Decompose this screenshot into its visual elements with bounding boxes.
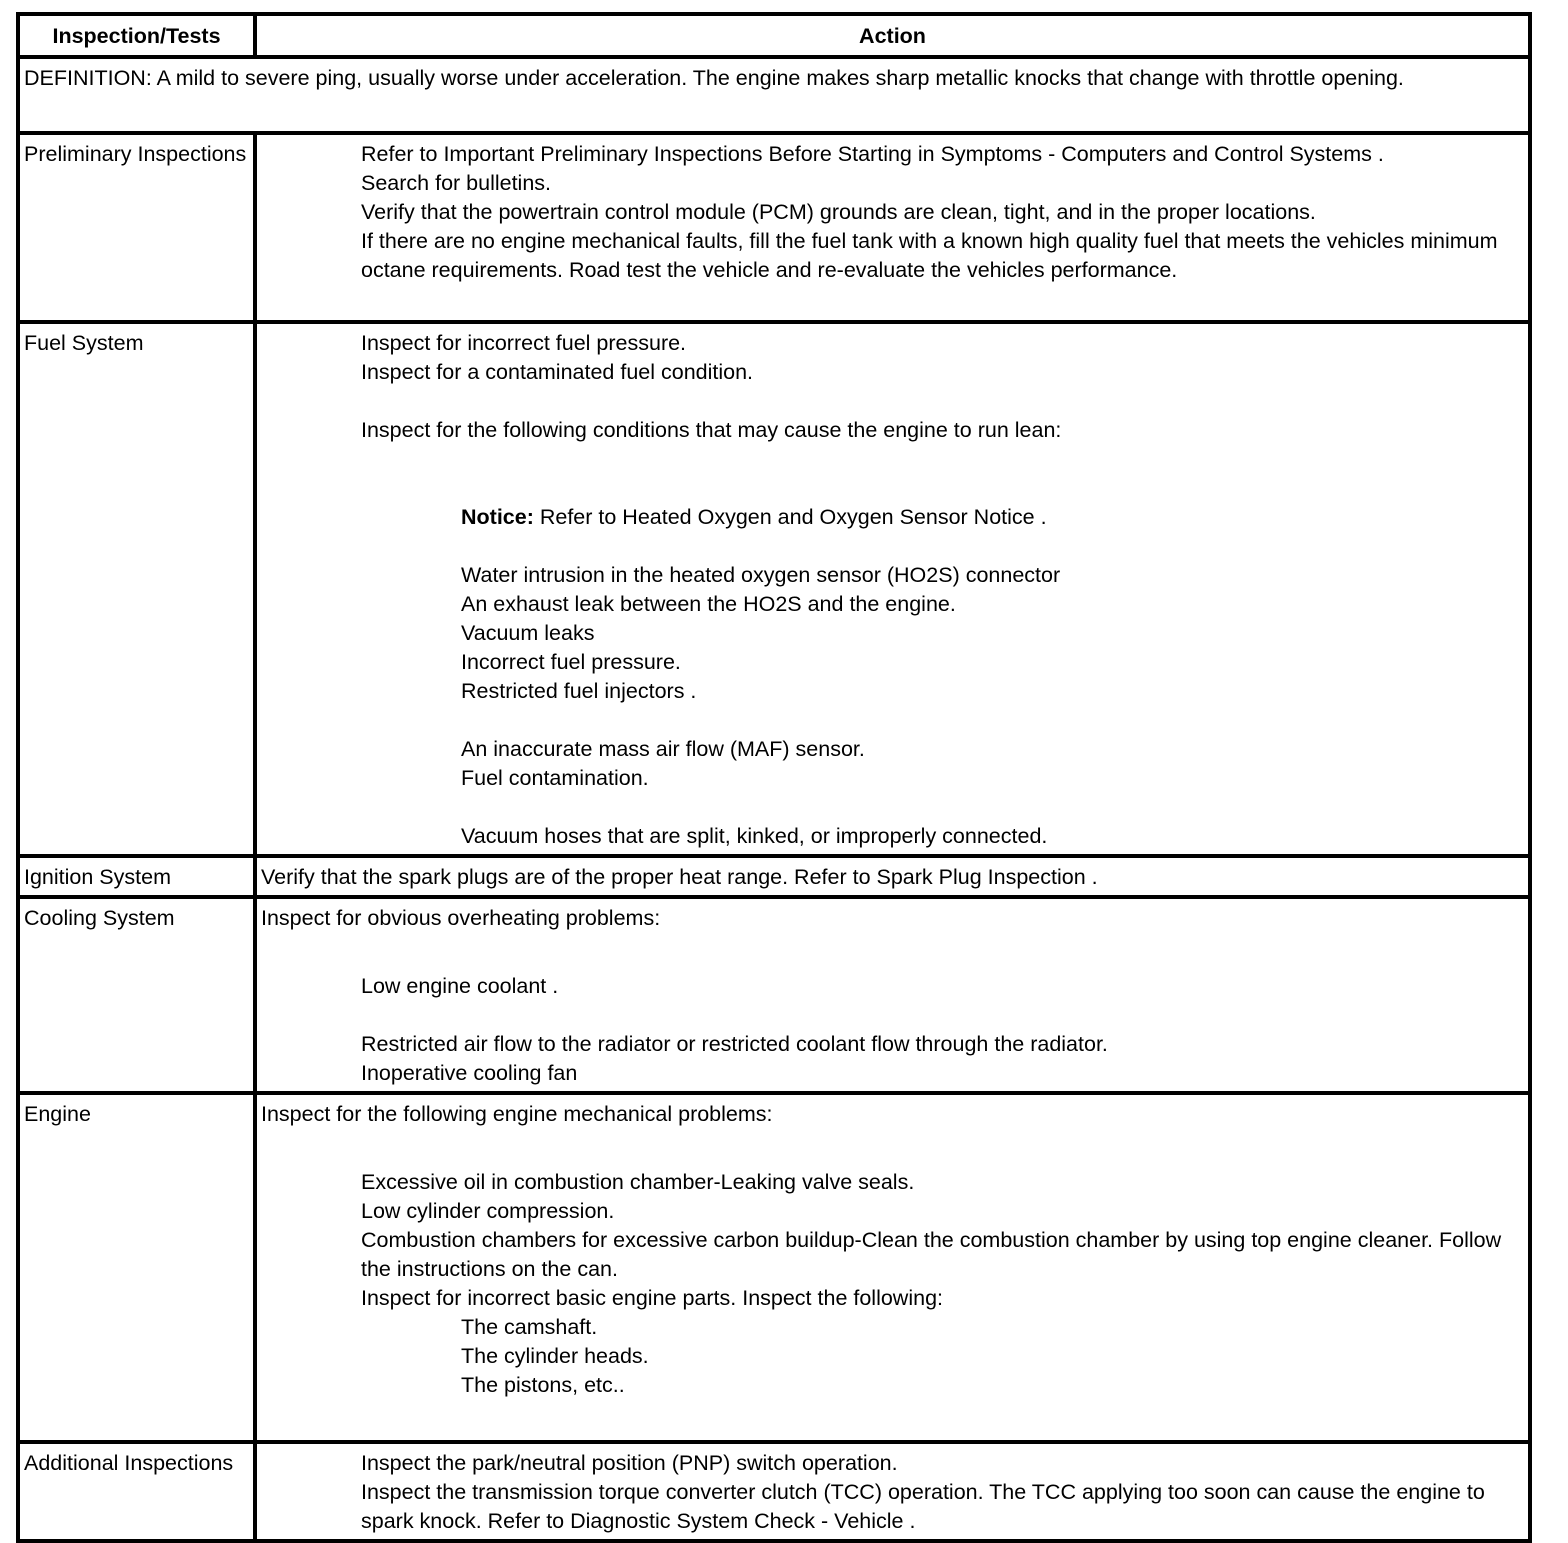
table-row-cooling <box>18 897 1530 1093</box>
list-item: Verify that the powertrain control module (PCM) grounds are clean, tight, and in the proper locations. <box>361 200 1316 224</box>
notice-label: Notice: <box>461 505 534 529</box>
definition-row <box>18 57 1530 133</box>
list-item: Combustion chambers for excessive carbon buildup-Clean the combustion chamber by using top engine cleaner. Follow the instructions on the can. <box>361 1228 1502 1281</box>
row-label-preliminary: Preliminary Inspections <box>18 133 255 322</box>
list-item: Inspect for the following conditions that may cause the engine to run lean: <box>361 418 1062 442</box>
list-item: Search for bulletins. <box>361 171 552 195</box>
list-item: Low engine coolant . <box>361 974 559 998</box>
sub-list-item: Vacuum leaks <box>461 621 595 645</box>
list-item: Low cylinder compression. <box>361 1199 615 1223</box>
sub-list-item: Water intrusion in the heated oxygen sensor (HO2S) connector <box>461 563 1061 587</box>
row-label-ignition: Ignition System <box>18 856 255 897</box>
sub-list-item: Incorrect fuel pressure. <box>461 650 681 674</box>
list-item: If there are no engine mechanical faults, fill the fuel tank with a known high quality fuel that meets the vehicles minimum octane requirements. Road test the vehicle and re-evaluate the vehicles performance. <box>361 229 1498 282</box>
table-row-preliminary <box>18 133 1530 322</box>
row-label-cooling: Cooling System <box>18 897 255 1093</box>
action-engine <box>255 1093 1530 1442</box>
list-item: Inspect the transmission torque converter clutch (TCC) operation. The TCC applying too soon can cause the engine to spark knock. Refer to Diagnostic System Check - Vehicle . <box>361 1480 1485 1533</box>
sub-list-item: Fuel contamination. <box>461 766 649 790</box>
sub-list-item: The cylinder heads. <box>461 1344 649 1368</box>
list-item: Restricted air flow to the radiator or restricted coolant flow through the radiator. <box>361 1032 1108 1056</box>
header-inspection-tests: Inspection/Tests <box>18 14 255 57</box>
sub-list-item: An exhaust leak between the HO2S and the engine. <box>461 592 956 616</box>
sub-list-item: Restricted fuel injectors . <box>461 679 697 703</box>
definition-text: DEFINITION: A mild to severe ping, usually worse under acceleration. The engine makes sharp metallic knocks that change with throttle opening. <box>18 57 1530 133</box>
notice-line <box>261 503 1524 532</box>
row-label-additional: Additional Inspections <box>18 1442 255 1541</box>
list-item: Inspect for incorrect basic engine parts. Inspect the following: <box>361 1286 944 1310</box>
intro-text: Inspect for obvious overheating problems: <box>261 906 661 930</box>
table-row-engine <box>18 1093 1530 1442</box>
table-row-ignition <box>18 856 1530 897</box>
intro-text: Inspect for the following engine mechanical problems: <box>261 1102 773 1126</box>
header-row <box>18 14 1530 57</box>
table-row-fuel <box>18 322 1530 856</box>
sub-list-item: Vacuum hoses that are split, kinked, or improperly connected. <box>461 824 1048 848</box>
row-label-engine: Engine <box>18 1093 255 1442</box>
row-label-fuel: Fuel System <box>18 322 255 856</box>
list-item: Refer to Important Preliminary Inspections Before Starting in Symptoms - Computers and Control Systems . <box>361 142 1384 166</box>
action-additional <box>255 1442 1530 1541</box>
table-row-additional <box>18 1442 1530 1541</box>
list-item: Inspect for a contaminated fuel condition. <box>361 360 754 384</box>
sub-list-item: The camshaft. <box>461 1315 598 1339</box>
list-item: Excessive oil in combustion chamber-Leaking valve seals. <box>361 1170 915 1194</box>
list-item: Inoperative cooling fan <box>361 1061 578 1085</box>
action-ignition: Verify that the spark plugs are of the proper heat range. Refer to Spark Plug Inspection . <box>255 856 1530 897</box>
diagnostic-table <box>16 12 1532 1543</box>
list-item: Inspect the park/neutral position (PNP) switch operation. <box>361 1451 898 1475</box>
list-item: Inspect for incorrect fuel pressure. <box>361 331 687 355</box>
action-fuel <box>255 322 1530 856</box>
action-cooling <box>255 897 1530 1093</box>
header-action: Action <box>255 14 1530 57</box>
sub-list-item: The pistons, etc.. <box>461 1373 625 1397</box>
notice-link-text[interactable]: Refer to Heated Oxygen and Oxygen Sensor Notice . <box>533 505 1047 529</box>
action-preliminary <box>255 133 1530 322</box>
sub-list-item: An inaccurate mass air flow (MAF) sensor. <box>461 737 865 761</box>
